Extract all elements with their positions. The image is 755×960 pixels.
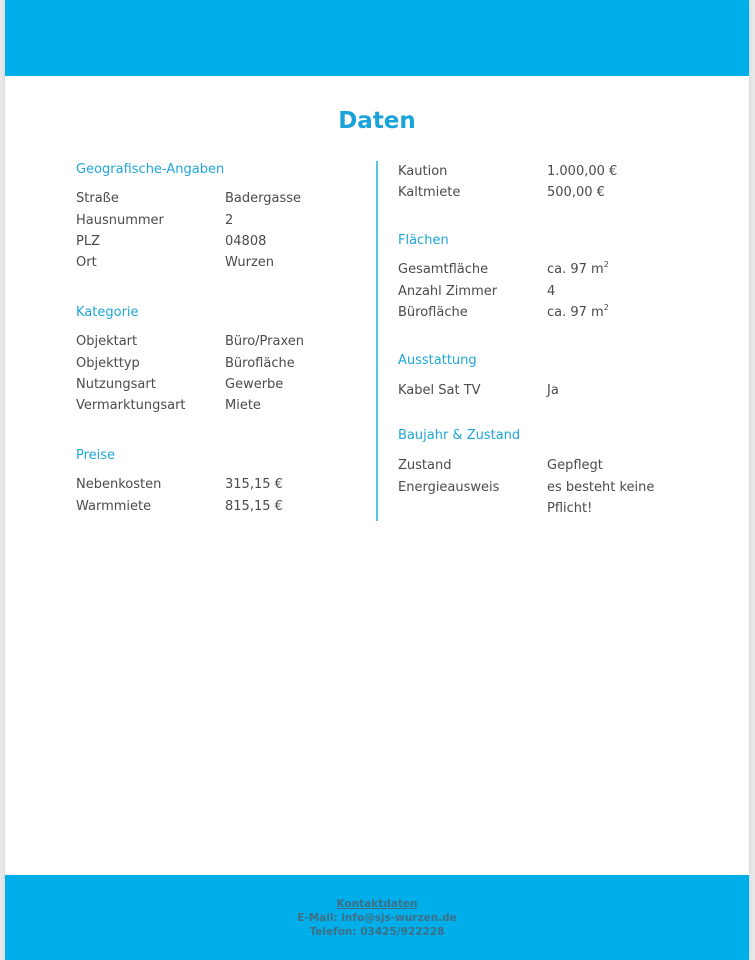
document-page xyxy=(5,0,749,960)
footer-phone: Telefon: 03425/922228 xyxy=(309,926,445,938)
kosten-label-kaltmiete: Kaltmiete xyxy=(398,185,461,200)
section-heading-geo: Geografische-Angaben xyxy=(76,162,225,177)
geo-value-plz: 04808 xyxy=(225,234,267,249)
kategorie-value-objekttyp: Bürofläche xyxy=(225,356,295,371)
section-heading-preise: Preise xyxy=(76,448,116,463)
kategorie-label-objektart: Objektart xyxy=(76,334,138,349)
footer-contact-title: Kontaktdaten xyxy=(336,898,418,910)
header-band xyxy=(5,0,749,76)
baujahr-label-energieausweis: Energieausweis xyxy=(398,480,500,495)
baujahr-value-zustand: Gepflegt xyxy=(547,458,603,473)
baujahr-value-energieausweis-line2: Pflicht! xyxy=(547,501,593,516)
flaechen-label-anzahl-zimmer: Anzahl Zimmer xyxy=(398,284,498,299)
flaechen-label-gesamtflaeche: Gesamtfläche xyxy=(398,262,489,277)
superscript-2: 2 xyxy=(603,260,609,269)
preise-label-warmmiete: Warmmiete xyxy=(76,499,152,514)
section-heading-ausstattung: Ausstattung xyxy=(398,353,477,368)
kategorie-value-nutzungsart: Gewerbe xyxy=(225,377,284,392)
page-title: Daten xyxy=(338,108,416,134)
preise-label-nebenkosten: Nebenkosten xyxy=(76,477,162,492)
baujahr-label-zustand: Zustand xyxy=(398,458,452,473)
flaechen-value-gesamtflaeche-text: ca. 97 m xyxy=(547,262,604,277)
kategorie-label-objekttyp: Objekttyp xyxy=(76,356,140,371)
flaechen-value-anzahl-zimmer: 4 xyxy=(547,284,556,299)
section-heading-kategorie: Kategorie xyxy=(76,305,139,320)
geo-label-plz: PLZ xyxy=(76,234,100,249)
footer-email: E-Mail: info@sjs-wurzen.de xyxy=(297,912,457,924)
preise-value-warmmiete: 815,15 € xyxy=(225,499,283,514)
geo-label-ort: Ort xyxy=(76,255,97,270)
baujahr-value-energieausweis-line1: es besteht keine xyxy=(547,480,655,495)
ausstattung-value-kabel-sat-tv: Ja xyxy=(547,383,559,398)
preise-value-nebenkosten: 315,15 € xyxy=(225,477,283,492)
kosten-label-kaution: Kaution xyxy=(398,164,448,179)
geo-label-strasse: Straße xyxy=(76,191,119,206)
flaechen-label-bueroflaeche: Bürofläche xyxy=(398,305,468,320)
kosten-value-kaltmiete: 500,00 € xyxy=(547,185,605,200)
flaechen-value-bueroflaeche xyxy=(547,305,609,321)
superscript-2: 2 xyxy=(603,303,609,312)
ausstattung-label-kabel-sat-tv: Kabel Sat TV xyxy=(398,383,481,398)
section-heading-baujahr: Baujahr & Zustand xyxy=(398,428,521,443)
flaechen-value-gesamtflaeche xyxy=(547,262,609,278)
kosten-value-kaution: 1.000,00 € xyxy=(547,164,618,179)
kategorie-label-nutzungsart: Nutzungsart xyxy=(76,377,156,392)
geo-value-hausnummer: 2 xyxy=(225,213,234,228)
section-heading-flaechen: Flächen xyxy=(398,233,449,248)
kategorie-value-vermarktungsart: Miete xyxy=(225,398,261,413)
column-divider xyxy=(376,161,378,521)
geo-value-strasse: Badergasse xyxy=(225,191,302,206)
kategorie-value-objektart: Büro/Praxen xyxy=(225,334,305,349)
geo-label-hausnummer: Hausnummer xyxy=(76,213,164,228)
geo-value-ort: Wurzen xyxy=(225,255,275,270)
kategorie-label-vermarktungsart: Vermarktungsart xyxy=(76,398,186,413)
flaechen-value-bueroflaeche-text: ca. 97 m xyxy=(547,305,604,320)
